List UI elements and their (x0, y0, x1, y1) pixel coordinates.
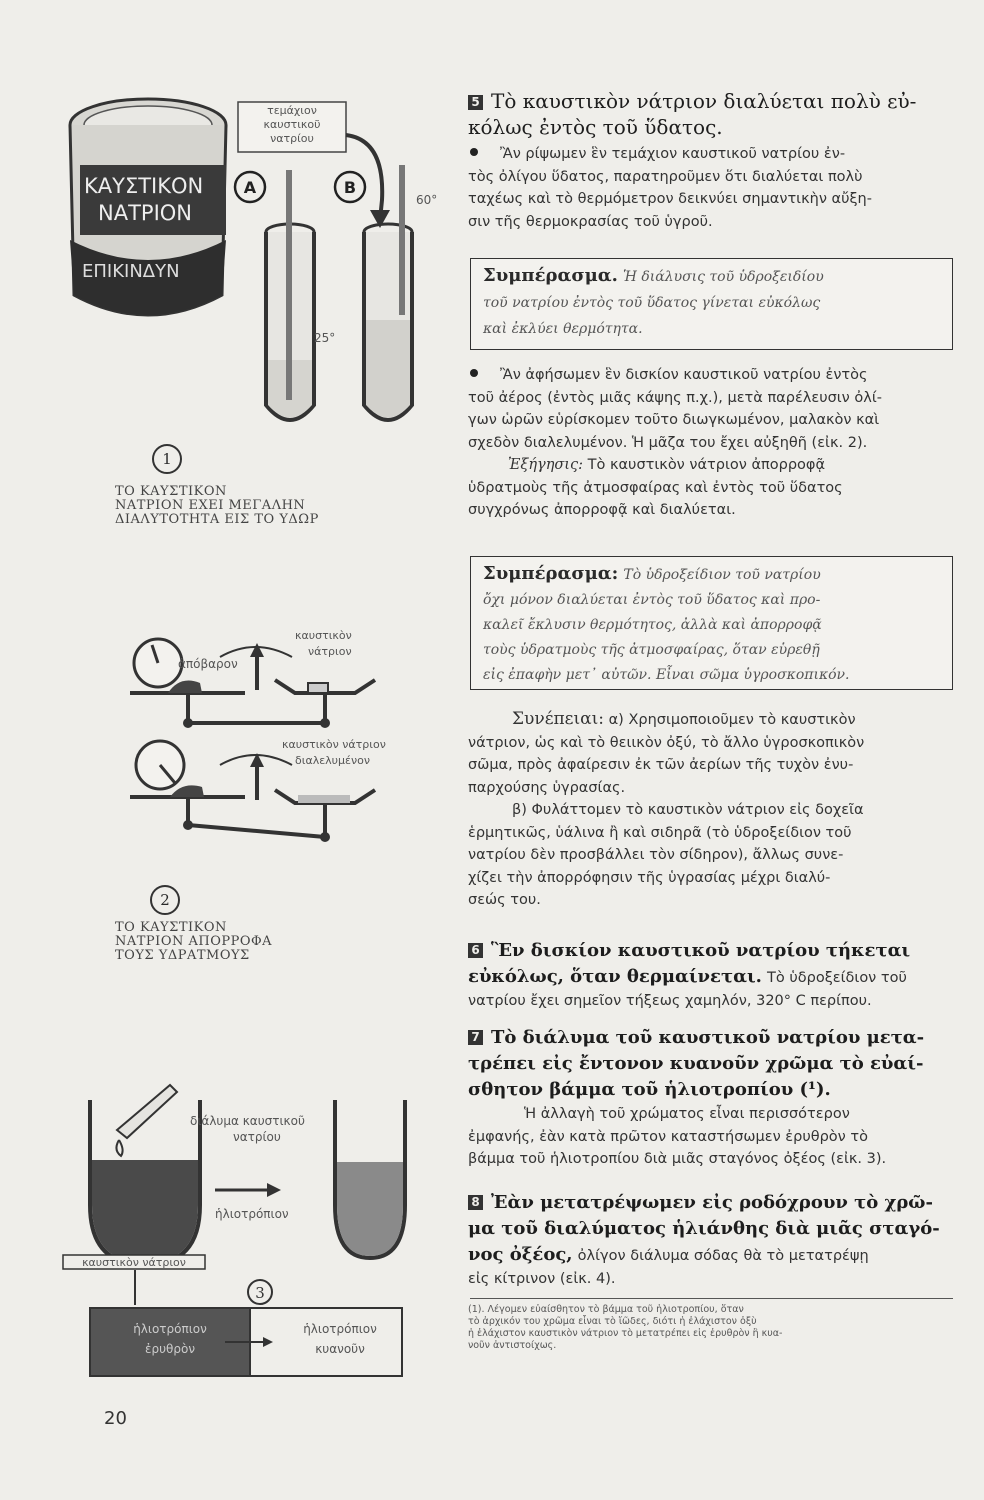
test-tube-b (364, 165, 412, 420)
s5-p1-line-1: Ἂν ρίψωμεν ἓν τεμάχιον καυστικοῦ νατρίου ἐν- (500, 146, 846, 162)
consequences-heading: Συνέπειαι: (512, 709, 605, 729)
box1-line-2: τοῦ νατρίου ἐντὸς τοῦ ὕδατος γίνεται εὐκόλως (483, 295, 821, 311)
section-7-marker: 7 (468, 1030, 483, 1045)
piece-label-2: καυστικοῦ (263, 118, 321, 131)
section-5-marker: 5 (468, 95, 483, 110)
s5-p1-line-4: σιν τῆς θερμοκρασίας τοῦ ὑγροῦ. (468, 213, 713, 230)
footnote-rule (470, 1298, 953, 1299)
s7-title-line-2: τρέπει εἰς ἔντονον κυανοῦν χρῶμα τὸ εὐαί- (468, 1053, 924, 1074)
figure-2-number: 2 (150, 885, 180, 915)
s8-title-line-2: μα τοῦ διαλύματος ἡλιάνθης διὰ μιᾶς σταγό- (468, 1218, 940, 1239)
cons-b-line-5: σεώς του. (468, 892, 541, 908)
s5-p2-line-3: γων ὡρῶν εὑρίσκομεν τοῦτο διωγκωμένον, μαλακὸν καὶ (468, 412, 880, 428)
s8-text-line-2: εἰς κίτρινον (εἰκ. 4). (468, 1271, 616, 1287)
figure-3-illustration (55, 1080, 415, 1385)
footnote-line-3: ἡ ἐλάχιστον καυστικὸν νάτριον τὸ μετατρέπει εἰς ἐρυθρὸν ἢ κυα- (468, 1328, 783, 1339)
s5-p2-line-1: Ἂν ἀφήσωμεν ἓν δισκίον καυστικοῦ νατρίου ἐντὸς (500, 367, 868, 383)
section-8-marker: 8 (468, 1195, 483, 1210)
drop (116, 1140, 122, 1156)
beaker-left (90, 1100, 200, 1265)
cons-a-line-3: σῶμα, πρὸς ἀφαίρεσιν ἐκ τῶν ἀερίων τῆς τυχὸν ἐνυ- (468, 757, 854, 773)
cons-a-line-1: α) Χρησιμοποιοῦμεν τὸ καυστικὸν (608, 712, 856, 728)
s8-text-line-1: ὀλίγον διάλυμα σόδας θὰ τὸ μετατρέψῃ (577, 1248, 869, 1264)
figure-2-illustration (120, 625, 420, 855)
s6-text-line-2: νατρίου ἔχει σημεῖον τήξεως χαμηλόν, 320° C περίπου. (468, 993, 872, 1009)
footnote-line-4: νοῦν ἀντιστοίχως. (468, 1340, 557, 1351)
fig1-caption-line-1: ΤΟ ΚΑΥΣΤΙΚΟΝ (115, 484, 227, 499)
box1-heading: Συμπέρασμα. (483, 265, 618, 286)
section-6-marker: 6 (468, 943, 483, 958)
tube-b-label: B (343, 178, 357, 197)
s6-title-line-1: Ἓν δισκίον καυστικοῦ νατρίου τήκεται (491, 940, 911, 961)
s6-text-line-1: Τὸ ὑδροξείδιον τοῦ (767, 970, 907, 986)
piece-label-1: τεμάχιον (267, 104, 317, 117)
consequences (468, 708, 964, 912)
piece-label-3: νατρίου (270, 132, 314, 145)
s5-title-line-2: κόλως ἐντὸς τοῦ ὕδατος. (468, 115, 723, 139)
box-right-label-1: ἡλιοτρόπιον (303, 1322, 377, 1336)
explanation-label: Ἐξήγησις: (508, 457, 583, 473)
s8-title-line-1: Ἐὰν μετατρέψωμεν εἰς ροδόχρουν τὸ χρῶ- (491, 1192, 933, 1213)
temp-high-label: 60° (416, 193, 438, 207)
beaker-right (335, 1100, 405, 1258)
cons-b-line-4: χίζει τὴν ἀπορρόφησιν τῆς ὑγρασίας μέχρι διαλύ- (468, 869, 831, 886)
cons-a-line-2: νάτριον, ὡς καὶ τὸ θειικὸν ὀξύ, τὸ ἄλλο ὑγροσκοπικὸν (468, 734, 865, 751)
cons-b-line-2: ἑρμητικῶς, ὑάλινα ἢ καὶ σιδηρᾶ (τὸ ὑδροξείδιον τοῦ (468, 824, 852, 841)
temp-low-label: 25° (314, 331, 336, 345)
page-number: 20 (104, 1408, 127, 1429)
s7-title-line-1: Τὸ διάλυμα τοῦ καυστικοῦ νατρίου μετα- (491, 1027, 925, 1048)
s5-p3-line-1: Τὸ καυστικὸν νάτριον ἀπορροφᾷ (587, 457, 826, 473)
s5-p1-line-3: ταχέως καὶ τὸ θερμόμετρον δεικνύει σημαντικὴν αὔξη- (468, 191, 872, 207)
footnote-line-1: (1). Λέγομεν εὐαίσθητον τὸ βάμμα τοῦ ἡλιοτροπίου, ὅταν (468, 1304, 744, 1315)
box-left-label-2: ἐρυθρὸν (144, 1342, 196, 1356)
s7-text-line-1: Ἡ ἀλλαγὴ τοῦ χρώματος εἶναι περισσότερον (524, 1106, 850, 1122)
solution-label-2: νατρίου (233, 1130, 281, 1144)
box2-heading: Συμπέρασμα: (483, 563, 619, 584)
figure-2-caption (115, 921, 272, 963)
fig1-caption-line-2: ΝΑΤΡΙΟΝ ΕΧΕΙ ΜΕΓΑΛΗΝ (115, 498, 306, 513)
section-5-paragraph-2 (468, 364, 964, 522)
box2-line-5: εἰς ἐπαφὴν μετ᾽ αὐτῶν. Εἶναι σῶμα ὑγροσκοπικόν. (483, 667, 850, 683)
box2-line-4: τοὺς ὑδρατμοὺς τῆς ἀτμοσφαίρας, ὅταν εὑρεθῇ (483, 642, 820, 658)
cons-a-line-4: παρχούσης ὑγρασίας. (468, 779, 626, 796)
fig2-caption-line-3: ΤΟΥΣ ΥΔΡΑΤΜΟΥΣ (115, 948, 250, 963)
s7-title-line-3: σθητον βάμμα τοῦ ἡλιοτροπίου (¹). (468, 1079, 831, 1100)
s8-title-line-3: νος ὀξέος, (468, 1244, 573, 1265)
conclusion-box-1 (470, 258, 953, 350)
s5-title-line-1: Τὸ καυστικὸν νάτριον διαλύεται πολὺ εὐ- (491, 89, 917, 113)
section-8 (468, 1190, 964, 1291)
bullet-2 (470, 369, 478, 377)
fig1-caption-line-3: ΔΙΑΛΥΤΟΤΗΤΑ ΕΙΣ ΤΟ ΥΔΩΡ (115, 512, 319, 527)
naoh-label: καυστικὸν νάτριον (82, 1256, 186, 1269)
box1-line-3: καὶ ἐκλύει θερμότητα. (483, 321, 643, 337)
can-label-1: ΚΑΥΣΤΙΚΟΝ (84, 174, 204, 198)
section-6 (468, 938, 964, 1013)
dissolved-label-1: καυστικὸν νάτριον (282, 738, 386, 751)
s5-p2-line-4: σχεδὸν διαλελυμένον. Ἡ μᾶζα του ἔχει αὐξηθῆ (εἰκ. 2). (468, 434, 868, 451)
s5-p1-line-2: τὸς ὀλίγου ὕδατος, παρατηροῦμεν ὅτι διαλύεται πολὺ (468, 168, 863, 185)
box-right-label-2: κυανοῦν (315, 1342, 365, 1356)
litmus-label: ἡλιοτρόπιον (215, 1207, 289, 1221)
tare-label: ἀπόβαρον (178, 657, 238, 671)
can-label-2: ΝΑΤΡΙΟΝ (98, 201, 192, 225)
caustic-soda-can (70, 99, 226, 315)
box1-line-1: Ἡ διάλυσις τοῦ ὑδροξειδίου (623, 269, 824, 285)
s6-title-line-2: εὐκόλως, ὅταν θερμαίνεται. (468, 966, 762, 987)
s5-p3-line-3: συγχρόνως ἀπορροφᾷ καὶ διαλύεται. (468, 502, 736, 518)
can-label-3: ΕΠΙΚΙΝΔΥΝ (82, 261, 180, 282)
dropper (117, 1085, 177, 1138)
cons-b-line-1: β) Φυλάττομεν τὸ καυστικὸν νάτριον εἰς δοχεῖα (512, 802, 864, 818)
tube-a-label: A (243, 178, 257, 197)
figure-1-illustration (60, 80, 460, 480)
bullet-1 (470, 148, 478, 156)
s5-p2-line-2: τοῦ ἀέρος (ἐντὸς μιᾶς κάψης π.χ.), μετὰ παρέλευσιν ὀλί- (468, 389, 882, 406)
fig2-caption-line-2: ΝΑΤΡΙΟΝ ΑΠΟΡΡΟΦΑ (115, 934, 273, 949)
footnote (468, 1304, 964, 1352)
naoh-label-2: νάτριον (308, 645, 352, 658)
s7-text-line-3: βάμμα τοῦ ἡλιοτροπίου διὰ μιᾶς σταγόνος ὀξέος (εἰκ. 3). (468, 1151, 887, 1167)
cons-b-line-3: νατρίου δὲν προσβάλλει τὸν σίδηρον), ἄλλως συνε- (468, 847, 844, 863)
section-7 (468, 1025, 964, 1171)
s5-p3-line-2: ὑδρατμοὺς τῆς ἀτμοσφαίρας καὶ ἐντὸς τοῦ ὕδατος (468, 479, 843, 496)
footnote-line-2: τὸ ἀρχικόν του χρῶμα εἶναι τὸ ἴῶδες, διότι ἡ ἐλάχιστον ὀξὺ (468, 1316, 757, 1327)
box2-line-2: ὄχι μόνον διαλύεται ἐντὸς τοῦ ὕδατος καὶ προ- (483, 592, 821, 608)
solution-label-1: διάλυμα καυστικοῦ (190, 1114, 305, 1128)
naoh-label-1: καυστικὸν (295, 629, 352, 642)
dissolved-label-2: διαλελυμένον (295, 754, 370, 767)
figure-3-number: 3 (255, 1284, 265, 1302)
figure-1-caption (115, 485, 319, 527)
box-left-label-1: ἡλιοτρόπιον (133, 1322, 207, 1336)
test-tube-a (266, 170, 314, 420)
section-5-title (468, 88, 964, 140)
s7-text-line-2: ἐμφανής, ἐὰν κατὰ πρῶτον καταστήσωμεν ἐρυθρὸν τὸ (468, 1128, 868, 1145)
box2-line-3: καλεῖ ἔκλυσιν θερμότητος, ἀλλὰ καὶ ἀπορροφᾷ (483, 617, 822, 633)
figure-1-number: 1 (152, 444, 182, 474)
conclusion-box-2 (470, 556, 953, 690)
section-5-paragraph-1 (468, 143, 964, 233)
fig2-caption-line-1: ΤΟ ΚΑΥΣΤΙΚΟΝ (115, 920, 227, 935)
box2-line-1: Τὸ ὑδροξείδιον τοῦ νατρίου (623, 567, 821, 583)
